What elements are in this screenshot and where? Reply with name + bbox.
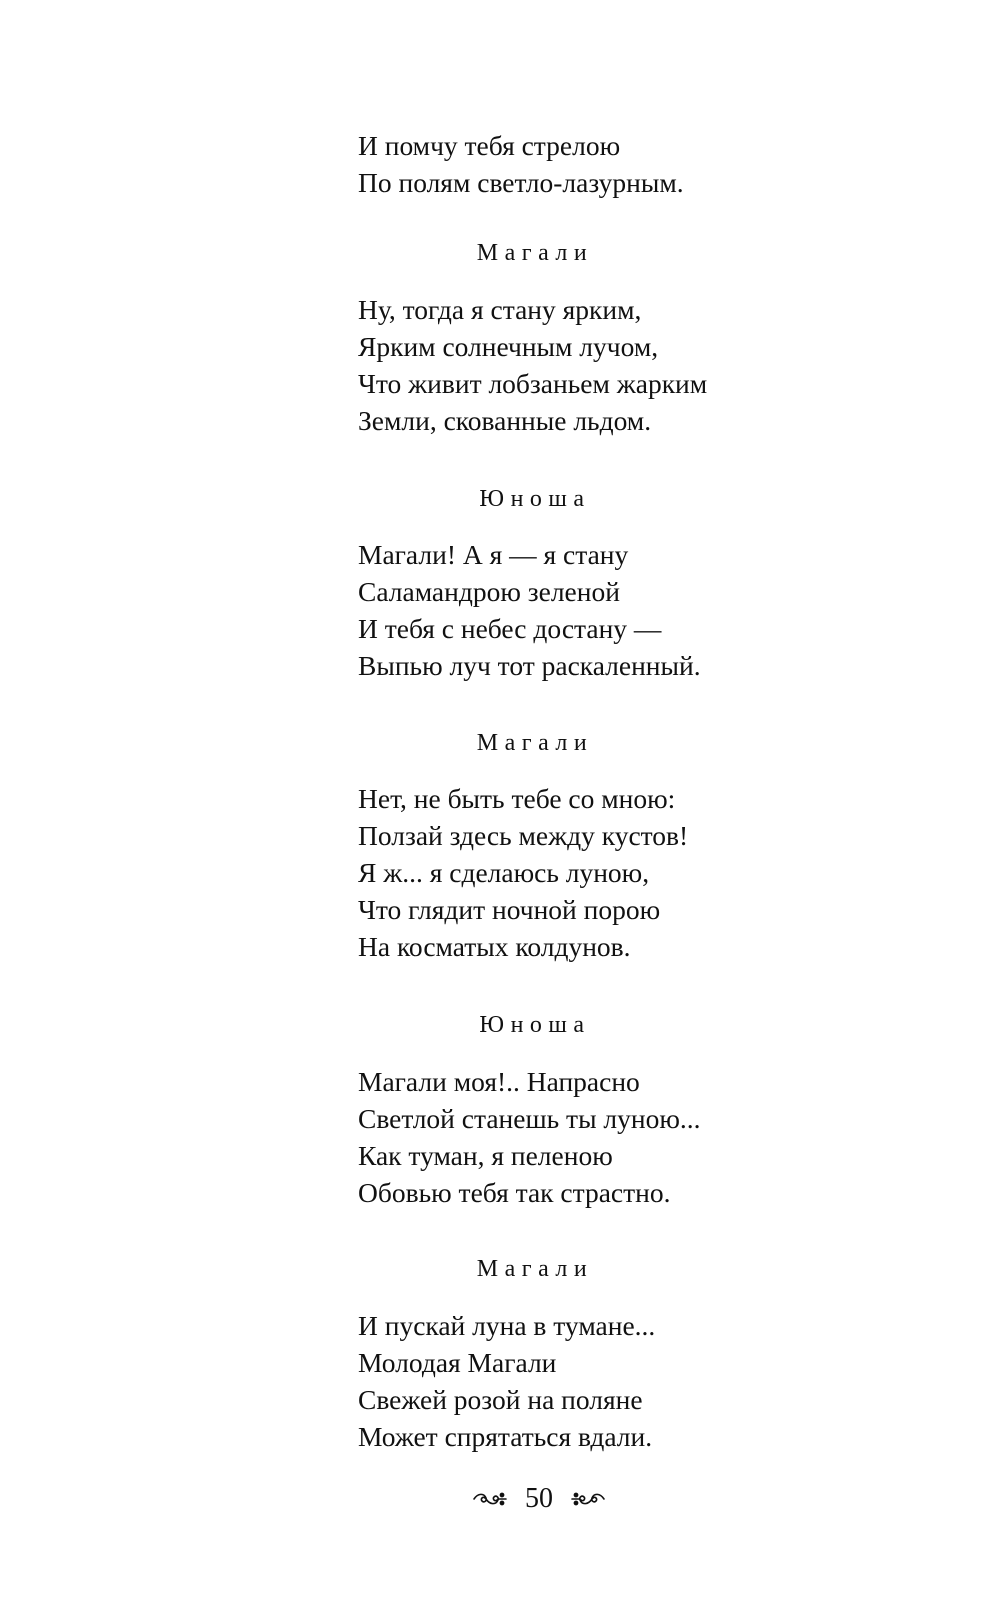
- verse-line: Что глядит ночной порою: [358, 894, 661, 925]
- speaker-name: Магали: [476, 730, 594, 756]
- stanza-4: [358, 780, 918, 965]
- verse-line: Магали! А я — я стану: [358, 539, 629, 570]
- speaker-name: Юноша: [479, 486, 591, 512]
- verse-line: Ползай здесь между кустов!: [358, 820, 689, 851]
- verse-line: Земли, скованные льдом.: [358, 405, 652, 436]
- verse-line: И пускай луна в тумане...: [358, 1310, 656, 1341]
- verse-line: Ну, тогда я стану ярким,: [358, 294, 642, 325]
- page-footer: [0, 1477, 1000, 1519]
- verse-line: Свежей розой на поляне: [358, 1384, 643, 1415]
- verse-line: И тебя с небес достану —: [358, 613, 662, 644]
- speaker-name: Магали: [476, 1256, 594, 1282]
- verse-line: На косматых колдунов.: [358, 931, 631, 962]
- verse-line: Может спрятаться вдали.: [358, 1421, 653, 1452]
- speaker-name: Магали: [476, 240, 594, 266]
- stanza-2: [358, 291, 918, 439]
- verse-line: Выпью луч тот раскаленный.: [358, 650, 701, 681]
- scroll-ornament-icon: [472, 1489, 508, 1509]
- stanza-1: [358, 127, 918, 201]
- verse-line: Обовью тебя так страстно.: [358, 1177, 671, 1208]
- verse-line: Что живит лобзаньем жарким: [358, 368, 708, 399]
- stanza-5: [358, 1063, 918, 1211]
- verse-line: Как туман, я пеленою: [358, 1140, 613, 1171]
- verse-line: Я ж... я сделаюсь луною,: [358, 857, 650, 888]
- page-number: 50: [525, 1482, 553, 1514]
- verse-line: По полям светло-лазурным.: [358, 167, 684, 198]
- verse-line: Магали моя!.. Напрасно: [358, 1066, 640, 1097]
- speaker-name: Юноша: [479, 1012, 591, 1038]
- verse-line: Молодая Магали: [358, 1347, 557, 1378]
- verse-line: Светлой станешь ты луною...: [358, 1103, 701, 1134]
- verse-line: И помчу тебя стрелою: [358, 130, 621, 161]
- stanza-6: [358, 1307, 918, 1455]
- verse-line: Нет, не быть тебе со мною:: [358, 783, 676, 814]
- verse-line: Ярким солнечным лучом,: [358, 331, 659, 362]
- stanza-3: [358, 536, 918, 684]
- verse-line: Саламандрою зеленой: [358, 576, 620, 607]
- scroll-ornament-icon: [570, 1489, 606, 1509]
